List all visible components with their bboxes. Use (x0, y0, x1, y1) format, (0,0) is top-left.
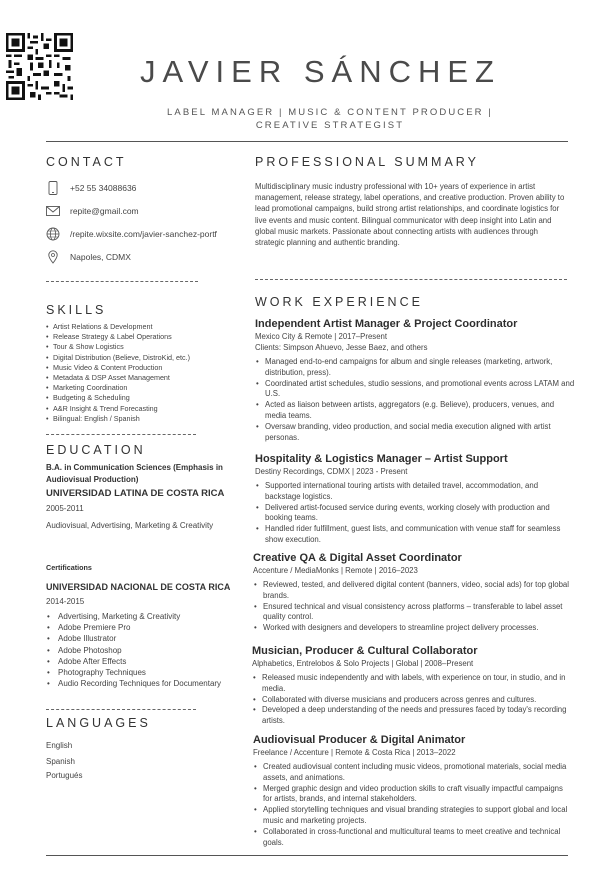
location-pin-icon (46, 250, 60, 264)
summary-heading: PROFESSIONAL SUMMARY (255, 155, 479, 169)
list-item: • A&R Insight & Trend Forecasting (46, 404, 236, 414)
website-text: /repite.wixsite.com/javier-sanchez-portf (70, 229, 217, 239)
contact-website[interactable] (46, 227, 217, 241)
contact-phone[interactable] (46, 181, 136, 195)
job-entry (255, 453, 575, 546)
list-item: • Handled rider fulfillment, guest lists, and communication with venue staff for seamless show execution. (255, 524, 575, 546)
certifications-school: UNIVERSIDAD NACIONAL DE COSTA RICA (46, 582, 231, 592)
contact-divider (46, 281, 198, 282)
list-item: • Worked with designers and developers to streamline project delivery processes. (253, 623, 573, 634)
list-item: • Developed a deep understanding of the needs and pressures faced by today's recording artists. (252, 705, 572, 727)
list-item: • Applied storytelling techniques and visual branding strategies to support global and local music and marketing projects. (253, 805, 573, 827)
job-title: Audiovisual Producer & Digital Animator (253, 734, 466, 746)
skills-list (46, 322, 236, 424)
education-divider (46, 709, 196, 710)
list-item: • Photography Techniques (46, 667, 236, 678)
job-entry (253, 734, 573, 848)
mail-icon (46, 204, 60, 218)
certifications-label: Certifications (46, 563, 92, 572)
certifications-years: 2014-2015 (46, 597, 85, 606)
list-item: • Released music independently and with labels, with experience on tour, in studio, and in media. (252, 673, 572, 695)
list-item: • Ensured technical and visual consistency across platforms – transferable to label asset quality control. (253, 602, 573, 624)
footer-divider (46, 855, 568, 856)
list-item: • Audio Recording Techniques for Documentary (46, 678, 236, 689)
list-item: • Budgeting & Scheduling (46, 393, 236, 403)
list-item: • Metadata & DSP Asset Management (46, 373, 236, 383)
list-item: • Marketing Coordination (46, 383, 236, 393)
job-bullets (255, 357, 575, 443)
list-item: • Adobe Illustrator (46, 633, 236, 644)
education-heading: EDUCATION (46, 443, 146, 457)
experience-heading: WORK EXPERIENCE (255, 295, 423, 309)
job-title: Hospitality & Logistics Manager – Artist Support (255, 453, 508, 465)
list-item: • Managed end-to-end campaigns for album and single releases (marketing, artwork, distribution, press). (255, 357, 575, 379)
list-item: • Reviewed, tested, and delivered digital content (banners, video, social ads) for top global brands. (253, 580, 573, 602)
job-meta: Mexico City & Remote | 2017–Present (255, 332, 388, 341)
education-years: 2005-2011 (46, 504, 84, 513)
language-item: Portugués (46, 771, 83, 780)
job-meta: Destiny Recordings, CDMX | 2023 - Present (255, 467, 408, 476)
list-item: • Created audiovisual content including music videos, promotional materials, social media assets, and animations. (253, 762, 573, 784)
list-item: • Tour & Show Logistics (46, 342, 236, 352)
contact-heading: CONTACT (46, 155, 127, 169)
education-degree: B.A. in Communication Sciences (Emphasis in Audiovisual Production) (46, 463, 223, 484)
education-field: Audiovisual, Advertising, Marketing & Creativity (46, 521, 214, 530)
job-title: Musician, Producer & Cultural Collaborator (252, 645, 478, 657)
list-item: • Adobe Photoshop (46, 645, 236, 656)
resume-name: JAVIER SÁNCHEZ (140, 54, 501, 89)
language-item: Spanish (46, 757, 75, 766)
job-meta: Alphabetics, Entrelobos & Solo Projects | Global | 2008–Present (252, 659, 474, 668)
list-item: • Acted as liaison between artists, aggregators (e.g. Believe), producers, venues, and media teams. (255, 400, 575, 422)
list-item: • Digital Distribution (Believe, DistroKid, etc.) (46, 353, 236, 363)
list-item: • Release Strategy & Label Operations (46, 332, 236, 342)
list-item: • Artist Relations & Development (46, 322, 236, 332)
job-title: Independent Artist Manager & Project Coordinator (255, 318, 518, 330)
education-school: UNIVERSIDAD LATINA DE COSTA RICA (46, 488, 225, 499)
location-text: Napoles, CDMX (70, 252, 131, 262)
resume-subtitle: LABEL MANAGER | MUSIC & CONTENT PRODUCER | CREATIVE STRATEGIST (167, 107, 493, 131)
job-entry (252, 645, 572, 727)
list-item: • Supported international touring artists with detailed travel, accommodation, and backstage logistics. (255, 481, 575, 503)
job-clients: Clients: Simpson Ahuevo, Jesse Baez, and others (255, 343, 428, 352)
language-item: English (46, 741, 73, 750)
contact-email[interactable] (46, 204, 139, 218)
list-item: • Delivered artist-focused service during events, working closely with production and booking teams. (255, 503, 575, 525)
job-bullets (252, 673, 572, 727)
job-meta: Accenture / MediaMonks | Remote | 2016–2023 (253, 566, 418, 575)
list-item: • Collaborated in cross-functional and multicultural teams to meet creative and technical goals. (253, 827, 573, 849)
job-entry (255, 318, 575, 443)
list-item: • Merged graphic design and video production skills to craft visually impactful campaigns for artists, brands, and internal stakeholders. (253, 784, 573, 806)
list-item: • Bilingual: English / Spanish (46, 414, 236, 424)
certifications-list (46, 611, 236, 689)
list-item: • Adobe After Effects (46, 656, 236, 667)
job-meta: Freelance / Accenture | Remote & Costa Rica | 2013–2022 (253, 748, 456, 757)
skills-divider (46, 434, 196, 435)
list-item: • Advertising, Marketing & Creativity (46, 611, 236, 622)
list-item: • Oversaw branding, video production, and social media execution aligned with artist personas. (255, 422, 575, 444)
list-item: • Coordinated artist schedules, studio sessions, and promotional events across LATAM and U.S. (255, 379, 575, 401)
languages-heading: LANGUAGES (46, 716, 151, 730)
summary-text: Multidisciplinary music industry professional with 10+ years of experience in artist management, release strategy, label operations, and creative production. Proven ability to lead promotional campaigns, build strong artist relationships, and coordinate logistics for live events and music content. Bilingual communicator with deep insight into Latin and global music markets. Passionate about connecting artists with audiences through strategic planning and authentic branding. (255, 182, 565, 248)
phone-text: +52 55 34088636 (70, 183, 137, 193)
skills-heading: SKILLS (46, 303, 107, 317)
globe-icon (46, 227, 60, 241)
summary-divider (255, 279, 567, 280)
job-title: Creative QA & Digital Asset Coordinator (253, 552, 462, 564)
job-bullets (253, 762, 573, 848)
email-text: repite@gmail.com (70, 206, 139, 216)
job-entry (253, 552, 573, 634)
list-item: • Music Video & Content Production (46, 363, 236, 373)
list-item: • Adobe Premiere Pro (46, 622, 236, 633)
job-bullets (255, 481, 575, 546)
list-item: • Collaborated with diverse musicians and producers across genres and cultures. (252, 695, 572, 706)
phone-icon (46, 181, 60, 195)
header-divider (46, 141, 568, 142)
contact-location (46, 250, 131, 264)
job-bullets (253, 580, 573, 634)
